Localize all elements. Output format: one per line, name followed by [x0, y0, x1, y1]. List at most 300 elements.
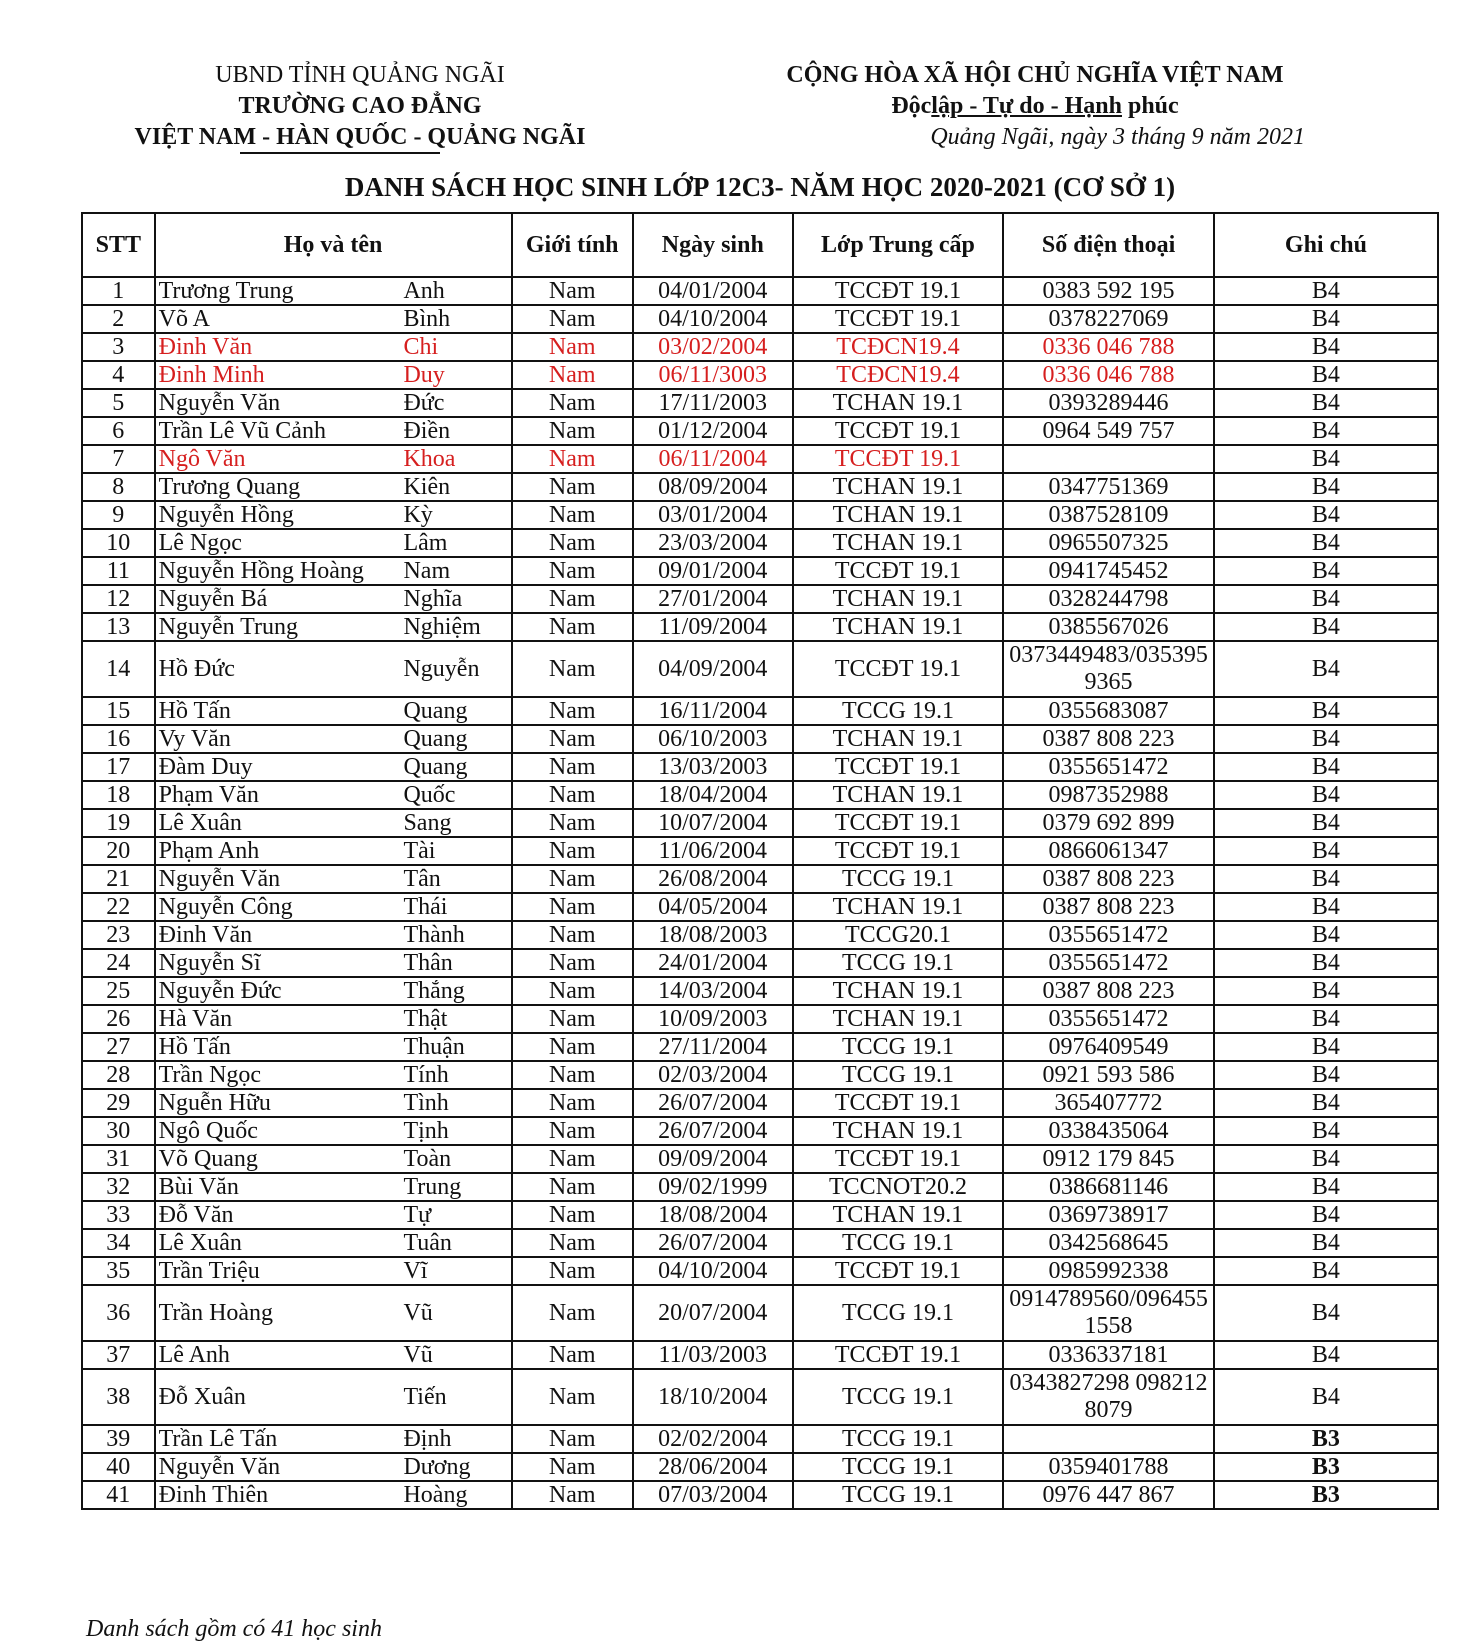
- row-phone: 0328244798: [1003, 585, 1214, 613]
- row-class: TCCG 19.1: [793, 1369, 1004, 1425]
- row-class: TCCĐT 19.1: [793, 277, 1004, 305]
- row-given-name: Quang: [399, 753, 511, 781]
- row-surname: Trần Lê Tấn: [155, 1425, 400, 1453]
- row-note: B4: [1214, 473, 1438, 501]
- row-note: B4: [1214, 305, 1438, 333]
- row-surname: Nguyễn Sĩ: [155, 949, 400, 977]
- row-dob: 18/08/2004: [633, 1201, 793, 1229]
- table-row: [82, 1117, 1438, 1145]
- row-phone: 0369738917: [1003, 1201, 1214, 1229]
- table-row: [82, 837, 1438, 865]
- table-row: [82, 1369, 1438, 1425]
- table-row: [82, 529, 1438, 557]
- row-note: B4: [1214, 1257, 1438, 1285]
- row-gender: Nam: [512, 1173, 633, 1201]
- table-row: [82, 809, 1438, 837]
- row-note: B4: [1214, 1285, 1438, 1341]
- row-given-name: Khoa: [399, 445, 511, 473]
- row-note: B4: [1214, 837, 1438, 865]
- row-surname: Võ Quang: [155, 1145, 400, 1173]
- row-dob: 03/01/2004: [633, 501, 793, 529]
- row-gender: Nam: [512, 1285, 633, 1341]
- table-row: [82, 1257, 1438, 1285]
- row-stt: 22: [82, 893, 155, 921]
- header-left: [80, 60, 640, 153]
- row-class: TCCG 19.1: [793, 697, 1004, 725]
- row-given-name: Dương: [399, 1453, 511, 1481]
- row-stt: 29: [82, 1089, 155, 1117]
- row-note: B4: [1214, 921, 1438, 949]
- row-dob: 11/09/2004: [633, 613, 793, 641]
- row-note: B4: [1214, 1005, 1438, 1033]
- row-note: B4: [1214, 1061, 1438, 1089]
- row-surname: Hồ Tấn: [155, 1033, 400, 1061]
- row-stt: 7: [82, 445, 155, 473]
- header-left-line3: [80, 122, 640, 153]
- row-note: B4: [1214, 1229, 1438, 1257]
- row-class: TCHAN 19.1: [793, 977, 1004, 1005]
- row-dob: 16/11/2004: [633, 697, 793, 725]
- row-surname: Nguễn Hữu: [155, 1089, 400, 1117]
- table-row: [82, 641, 1438, 697]
- table-row: [82, 781, 1438, 809]
- table-row: [82, 1089, 1438, 1117]
- row-class: TCCĐT 19.1: [793, 753, 1004, 781]
- table-row: [82, 389, 1438, 417]
- row-class: TCHAN 19.1: [793, 1005, 1004, 1033]
- row-phone: 0387 808 223: [1003, 725, 1214, 753]
- row-note: B4: [1214, 1089, 1438, 1117]
- table-row: [82, 1061, 1438, 1089]
- row-phone: 0355651472: [1003, 753, 1214, 781]
- header-left-line3-text: VIỆT NAM - HÀN QUỐC - QUẢNG NGÃI: [134, 124, 586, 150]
- row-given-name: Nghĩa: [399, 585, 511, 613]
- row-phone: 0336337181: [1003, 1341, 1214, 1369]
- row-given-name: Nguyễn: [399, 641, 511, 697]
- row-gender: Nam: [512, 1061, 633, 1089]
- row-gender: Nam: [512, 557, 633, 585]
- row-gender: Nam: [512, 501, 633, 529]
- row-dob: 10/09/2003: [633, 1005, 793, 1033]
- row-note: B4: [1214, 949, 1438, 977]
- table-row: [82, 977, 1438, 1005]
- row-class: TCCĐT 19.1: [793, 837, 1004, 865]
- table-row: [82, 725, 1438, 753]
- table-row: [82, 1005, 1438, 1033]
- row-stt: 9: [82, 501, 155, 529]
- row-given-name: Vĩ: [399, 1257, 511, 1285]
- row-stt: 12: [82, 585, 155, 613]
- row-note: B4: [1214, 781, 1438, 809]
- header-class: Lớp Trung cấp: [793, 213, 1004, 277]
- header-dob: Ngày sinh: [633, 213, 793, 277]
- row-surname: Võ A: [155, 305, 400, 333]
- row-note: B4: [1214, 893, 1438, 921]
- row-phone: 0976 447 867: [1003, 1481, 1214, 1509]
- row-class: TCHAN 19.1: [793, 613, 1004, 641]
- row-phone: 0336 046 788: [1003, 333, 1214, 361]
- document-title: DANH SÁCH HỌC SINH LỚP 12C3- NĂM HỌC 2020-2021 (CƠ SỞ 1): [344, 172, 1176, 202]
- row-given-name: Đức: [399, 389, 511, 417]
- row-gender: Nam: [512, 781, 633, 809]
- row-class: TCCĐT 19.1: [793, 557, 1004, 585]
- row-phone: 0355651472: [1003, 1005, 1214, 1033]
- row-gender: Nam: [512, 361, 633, 389]
- row-surname: Đàm Duy: [155, 753, 400, 781]
- row-dob: 04/09/2004: [633, 641, 793, 697]
- row-class: TCCG 19.1: [793, 949, 1004, 977]
- row-class: TCCĐT 19.1: [793, 809, 1004, 837]
- row-dob: 26/07/2004: [633, 1089, 793, 1117]
- table-row: [82, 277, 1438, 305]
- row-class: TCCĐT 19.1: [793, 1145, 1004, 1173]
- row-surname: Nguyễn Bá: [155, 585, 400, 613]
- row-phone: 0921 593 586: [1003, 1061, 1214, 1089]
- row-given-name: Quốc: [399, 781, 511, 809]
- row-gender: Nam: [512, 921, 633, 949]
- row-stt: 15: [82, 697, 155, 725]
- row-given-name: Kiên: [399, 473, 511, 501]
- row-note: B4: [1214, 753, 1438, 781]
- row-surname: Bùi Văn: [155, 1173, 400, 1201]
- row-dob: 28/06/2004: [633, 1453, 793, 1481]
- row-given-name: Chi: [399, 333, 511, 361]
- row-stt: 20: [82, 837, 155, 865]
- row-dob: 04/01/2004: [633, 277, 793, 305]
- row-stt: 35: [82, 1257, 155, 1285]
- row-given-name: Tự: [399, 1201, 511, 1229]
- row-note: B4: [1214, 809, 1438, 837]
- row-phone: 0336 046 788: [1003, 361, 1214, 389]
- row-note: B3: [1214, 1481, 1438, 1509]
- row-note: B4: [1214, 417, 1438, 445]
- row-surname: Ngô Văn: [155, 445, 400, 473]
- row-gender: Nam: [512, 1425, 633, 1453]
- row-stt: 39: [82, 1425, 155, 1453]
- row-dob: 18/10/2004: [633, 1369, 793, 1425]
- header-gender: Giới tính: [512, 213, 633, 277]
- row-note: B4: [1214, 333, 1438, 361]
- row-dob: 04/05/2004: [633, 893, 793, 921]
- row-stt: 8: [82, 473, 155, 501]
- row-given-name: Thái: [399, 893, 511, 921]
- row-dob: 18/08/2003: [633, 921, 793, 949]
- row-dob: 06/10/2003: [633, 725, 793, 753]
- row-class: TCĐCN19.4: [793, 333, 1004, 361]
- row-stt: 21: [82, 865, 155, 893]
- row-surname: Phạm Văn: [155, 781, 400, 809]
- row-surname: Nguyễn Văn: [155, 865, 400, 893]
- row-class: TCCG 19.1: [793, 1481, 1004, 1509]
- row-phone: 0355651472: [1003, 949, 1214, 977]
- row-stt: 25: [82, 977, 155, 1005]
- row-given-name: Trung: [399, 1173, 511, 1201]
- row-dob: 24/01/2004: [633, 949, 793, 977]
- row-class: TCCG 19.1: [793, 1229, 1004, 1257]
- header-right-line1: CỘNG HÒA XÃ HỘI CHỦ NGHĨA VIỆT NAM: [786, 62, 1284, 88]
- row-note: B4: [1214, 1341, 1438, 1369]
- row-given-name: Thuận: [399, 1033, 511, 1061]
- row-dob: 02/02/2004: [633, 1425, 793, 1453]
- header-name: Họ và tên: [155, 213, 512, 277]
- row-stt: 17: [82, 753, 155, 781]
- row-dob: 04/10/2004: [633, 1257, 793, 1285]
- row-gender: Nam: [512, 1201, 633, 1229]
- row-class: TCHAN 19.1: [793, 725, 1004, 753]
- row-note: B4: [1214, 585, 1438, 613]
- table-row: [82, 1033, 1438, 1061]
- row-surname: Lê Anh: [155, 1341, 400, 1369]
- row-stt: 38: [82, 1369, 155, 1425]
- row-phone: 0359401788: [1003, 1453, 1214, 1481]
- row-stt: 37: [82, 1341, 155, 1369]
- row-phone: 0987352988: [1003, 781, 1214, 809]
- header-stt: STT: [82, 213, 155, 277]
- row-given-name: Bình: [399, 305, 511, 333]
- row-stt: 28: [82, 1061, 155, 1089]
- table-row: [82, 865, 1438, 893]
- row-phone: 0912 179 845: [1003, 1145, 1214, 1173]
- row-class: TCCG 19.1: [793, 865, 1004, 893]
- row-stt: 40: [82, 1453, 155, 1481]
- row-phone: 0343827298 0982128079: [1003, 1369, 1214, 1425]
- row-stt: 10: [82, 529, 155, 557]
- table-row: [82, 445, 1438, 473]
- row-phone: 0866061347: [1003, 837, 1214, 865]
- row-phone: [1003, 445, 1214, 473]
- place-date: Quảng Ngãi, ngày 3 tháng 9 năm 2021: [930, 124, 1305, 150]
- table-row: [82, 417, 1438, 445]
- table-row: [82, 613, 1438, 641]
- row-dob: 11/06/2004: [633, 837, 793, 865]
- row-given-name: Điền: [399, 417, 511, 445]
- row-gender: Nam: [512, 809, 633, 837]
- row-dob: 11/03/2003: [633, 1341, 793, 1369]
- row-phone: 0387528109: [1003, 501, 1214, 529]
- row-note: B4: [1214, 1145, 1438, 1173]
- row-given-name: Tân: [399, 865, 511, 893]
- row-stt: 19: [82, 809, 155, 837]
- row-dob: 02/03/2004: [633, 1061, 793, 1089]
- row-given-name: Tịnh: [399, 1117, 511, 1145]
- row-gender: Nam: [512, 529, 633, 557]
- motto-part-a: Độc: [891, 93, 932, 119]
- row-phone: 0964 549 757: [1003, 417, 1214, 445]
- row-surname: Nguyễn Công: [155, 893, 400, 921]
- row-surname: Nguyễn Hồng Hoàng: [155, 557, 400, 585]
- row-surname: Đỗ Xuân: [155, 1369, 400, 1425]
- student-table: [81, 212, 1439, 1510]
- row-surname: Đinh Văn: [155, 921, 400, 949]
- row-given-name: Hoàng: [399, 1481, 511, 1509]
- row-class: TCCĐT 19.1: [793, 1257, 1004, 1285]
- row-phone: 0338435064: [1003, 1117, 1214, 1145]
- table-row: [82, 305, 1438, 333]
- row-stt: 14: [82, 641, 155, 697]
- row-given-name: Tình: [399, 1089, 511, 1117]
- row-phone: 0373449483/0353959365: [1003, 641, 1214, 697]
- row-dob: 20/07/2004: [633, 1285, 793, 1341]
- row-gender: Nam: [512, 865, 633, 893]
- row-note: B4: [1214, 501, 1438, 529]
- row-gender: Nam: [512, 305, 633, 333]
- row-stt: 24: [82, 949, 155, 977]
- table-row: [82, 949, 1438, 977]
- row-phone: [1003, 1425, 1214, 1453]
- row-dob: 09/01/2004: [633, 557, 793, 585]
- row-given-name: Thân: [399, 949, 511, 977]
- row-dob: 01/12/2004: [633, 417, 793, 445]
- row-class: TCHAN 19.1: [793, 389, 1004, 417]
- row-stt: 5: [82, 389, 155, 417]
- table-row: [82, 585, 1438, 613]
- row-dob: 13/03/2003: [633, 753, 793, 781]
- row-note: B4: [1214, 361, 1438, 389]
- motto-part-c: phúc: [1127, 93, 1179, 119]
- row-note: B4: [1214, 1117, 1438, 1145]
- row-surname: Lê Xuân: [155, 1229, 400, 1257]
- row-gender: Nam: [512, 949, 633, 977]
- row-class: TCCG 19.1: [793, 1033, 1004, 1061]
- row-given-name: Thắng: [399, 977, 511, 1005]
- row-dob: 09/02/1999: [633, 1173, 793, 1201]
- row-surname: Lê Xuân: [155, 809, 400, 837]
- footer-note: Danh sách gồm có 41 học sinh: [86, 1616, 382, 1642]
- row-surname: Trần Ngọc: [155, 1061, 400, 1089]
- header-left-line2: TRƯỜNG CAO ĐẲNG: [238, 93, 482, 119]
- row-stt: 16: [82, 725, 155, 753]
- row-phone: 0387 808 223: [1003, 893, 1214, 921]
- row-stt: 3: [82, 333, 155, 361]
- row-class: TCCG20.1: [793, 921, 1004, 949]
- row-surname: Hà Văn: [155, 1005, 400, 1033]
- row-surname: Đinh Minh: [155, 361, 400, 389]
- row-gender: Nam: [512, 1089, 633, 1117]
- row-note: B4: [1214, 697, 1438, 725]
- row-surname: Hồ Tấn: [155, 697, 400, 725]
- row-given-name: Quang: [399, 697, 511, 725]
- row-given-name: Sang: [399, 809, 511, 837]
- row-gender: Nam: [512, 697, 633, 725]
- row-gender: Nam: [512, 1117, 633, 1145]
- row-dob: 26/07/2004: [633, 1229, 793, 1257]
- row-dob: 07/03/2004: [633, 1481, 793, 1509]
- row-class: TCHAN 19.1: [793, 781, 1004, 809]
- row-phone: 0347751369: [1003, 473, 1214, 501]
- row-phone: 0355651472: [1003, 921, 1214, 949]
- table-row: [82, 921, 1438, 949]
- row-note: B3: [1214, 1453, 1438, 1481]
- header-phone: Số điện thoại: [1003, 213, 1214, 277]
- row-class: TCCG 19.1: [793, 1453, 1004, 1481]
- row-given-name: Quang: [399, 725, 511, 753]
- row-surname: Vy Văn: [155, 725, 400, 753]
- row-class: TCHAN 19.1: [793, 585, 1004, 613]
- row-surname: Lê Ngọc: [155, 529, 400, 557]
- row-phone: 0387 808 223: [1003, 977, 1214, 1005]
- row-gender: Nam: [512, 1341, 633, 1369]
- header-left-line1: UBND TỈNH QUẢNG NGÃI: [215, 62, 505, 88]
- row-gender: Nam: [512, 1145, 633, 1173]
- row-surname: Nguyễn Hồng: [155, 501, 400, 529]
- row-given-name: Vũ: [399, 1341, 511, 1369]
- row-surname: Nguyễn Đức: [155, 977, 400, 1005]
- row-gender: Nam: [512, 473, 633, 501]
- row-stt: 36: [82, 1285, 155, 1341]
- motto-part-b: lập - Tự do - Hạnh: [931, 93, 1122, 119]
- row-stt: 23: [82, 921, 155, 949]
- row-surname: Đinh Thiên: [155, 1481, 400, 1509]
- row-gender: Nam: [512, 893, 633, 921]
- table-row: [82, 753, 1438, 781]
- row-phone: 0378227069: [1003, 305, 1214, 333]
- table-row: [82, 893, 1438, 921]
- row-phone: 365407772: [1003, 1089, 1214, 1117]
- row-dob: 27/11/2004: [633, 1033, 793, 1061]
- row-surname: Trần Lê Vũ Cảnh: [155, 417, 400, 445]
- table-row: [82, 697, 1438, 725]
- row-note: B4: [1214, 1369, 1438, 1425]
- row-gender: Nam: [512, 1257, 633, 1285]
- row-stt: 32: [82, 1173, 155, 1201]
- row-stt: 41: [82, 1481, 155, 1509]
- row-surname: Phạm Anh: [155, 837, 400, 865]
- row-stt: 18: [82, 781, 155, 809]
- header-right: [735, 60, 1335, 153]
- row-class: TCCĐT 19.1: [793, 445, 1004, 473]
- row-phone: 0355683087: [1003, 697, 1214, 725]
- row-gender: Nam: [512, 445, 633, 473]
- row-given-name: Anh: [399, 277, 511, 305]
- table-row: [82, 1201, 1438, 1229]
- table-row: [82, 1145, 1438, 1173]
- row-phone: 0965507325: [1003, 529, 1214, 557]
- table-row: [82, 1481, 1438, 1509]
- row-phone: 0941745452: [1003, 557, 1214, 585]
- row-surname: Nguyễn Văn: [155, 1453, 400, 1481]
- row-note: B4: [1214, 641, 1438, 697]
- row-gender: Nam: [512, 417, 633, 445]
- row-stt: 1: [82, 277, 155, 305]
- row-class: TCHAN 19.1: [793, 501, 1004, 529]
- row-class: TCHAN 19.1: [793, 529, 1004, 557]
- row-stt: 26: [82, 1005, 155, 1033]
- row-phone: 0914789560/0964551558: [1003, 1285, 1214, 1341]
- table-header-row: [82, 213, 1438, 277]
- row-gender: Nam: [512, 1481, 633, 1509]
- row-stt: 11: [82, 557, 155, 585]
- row-dob: 06/11/3003: [633, 361, 793, 389]
- row-stt: 27: [82, 1033, 155, 1061]
- row-dob: 27/01/2004: [633, 585, 793, 613]
- row-phone: 0387 808 223: [1003, 865, 1214, 893]
- row-gender: Nam: [512, 1229, 633, 1257]
- row-gender: Nam: [512, 389, 633, 417]
- row-dob: 26/07/2004: [633, 1117, 793, 1145]
- row-given-name: Kỳ: [399, 501, 511, 529]
- row-note: B4: [1214, 1173, 1438, 1201]
- row-given-name: Toàn: [399, 1145, 511, 1173]
- row-dob: 17/11/2003: [633, 389, 793, 417]
- row-dob: 08/09/2004: [633, 473, 793, 501]
- row-note: B4: [1214, 613, 1438, 641]
- row-gender: Nam: [512, 1369, 633, 1425]
- row-class: TCCĐT 19.1: [793, 305, 1004, 333]
- row-dob: 18/04/2004: [633, 781, 793, 809]
- table-row: [82, 1425, 1438, 1453]
- row-class: TCCĐT 19.1: [793, 1341, 1004, 1369]
- row-dob: 10/07/2004: [633, 809, 793, 837]
